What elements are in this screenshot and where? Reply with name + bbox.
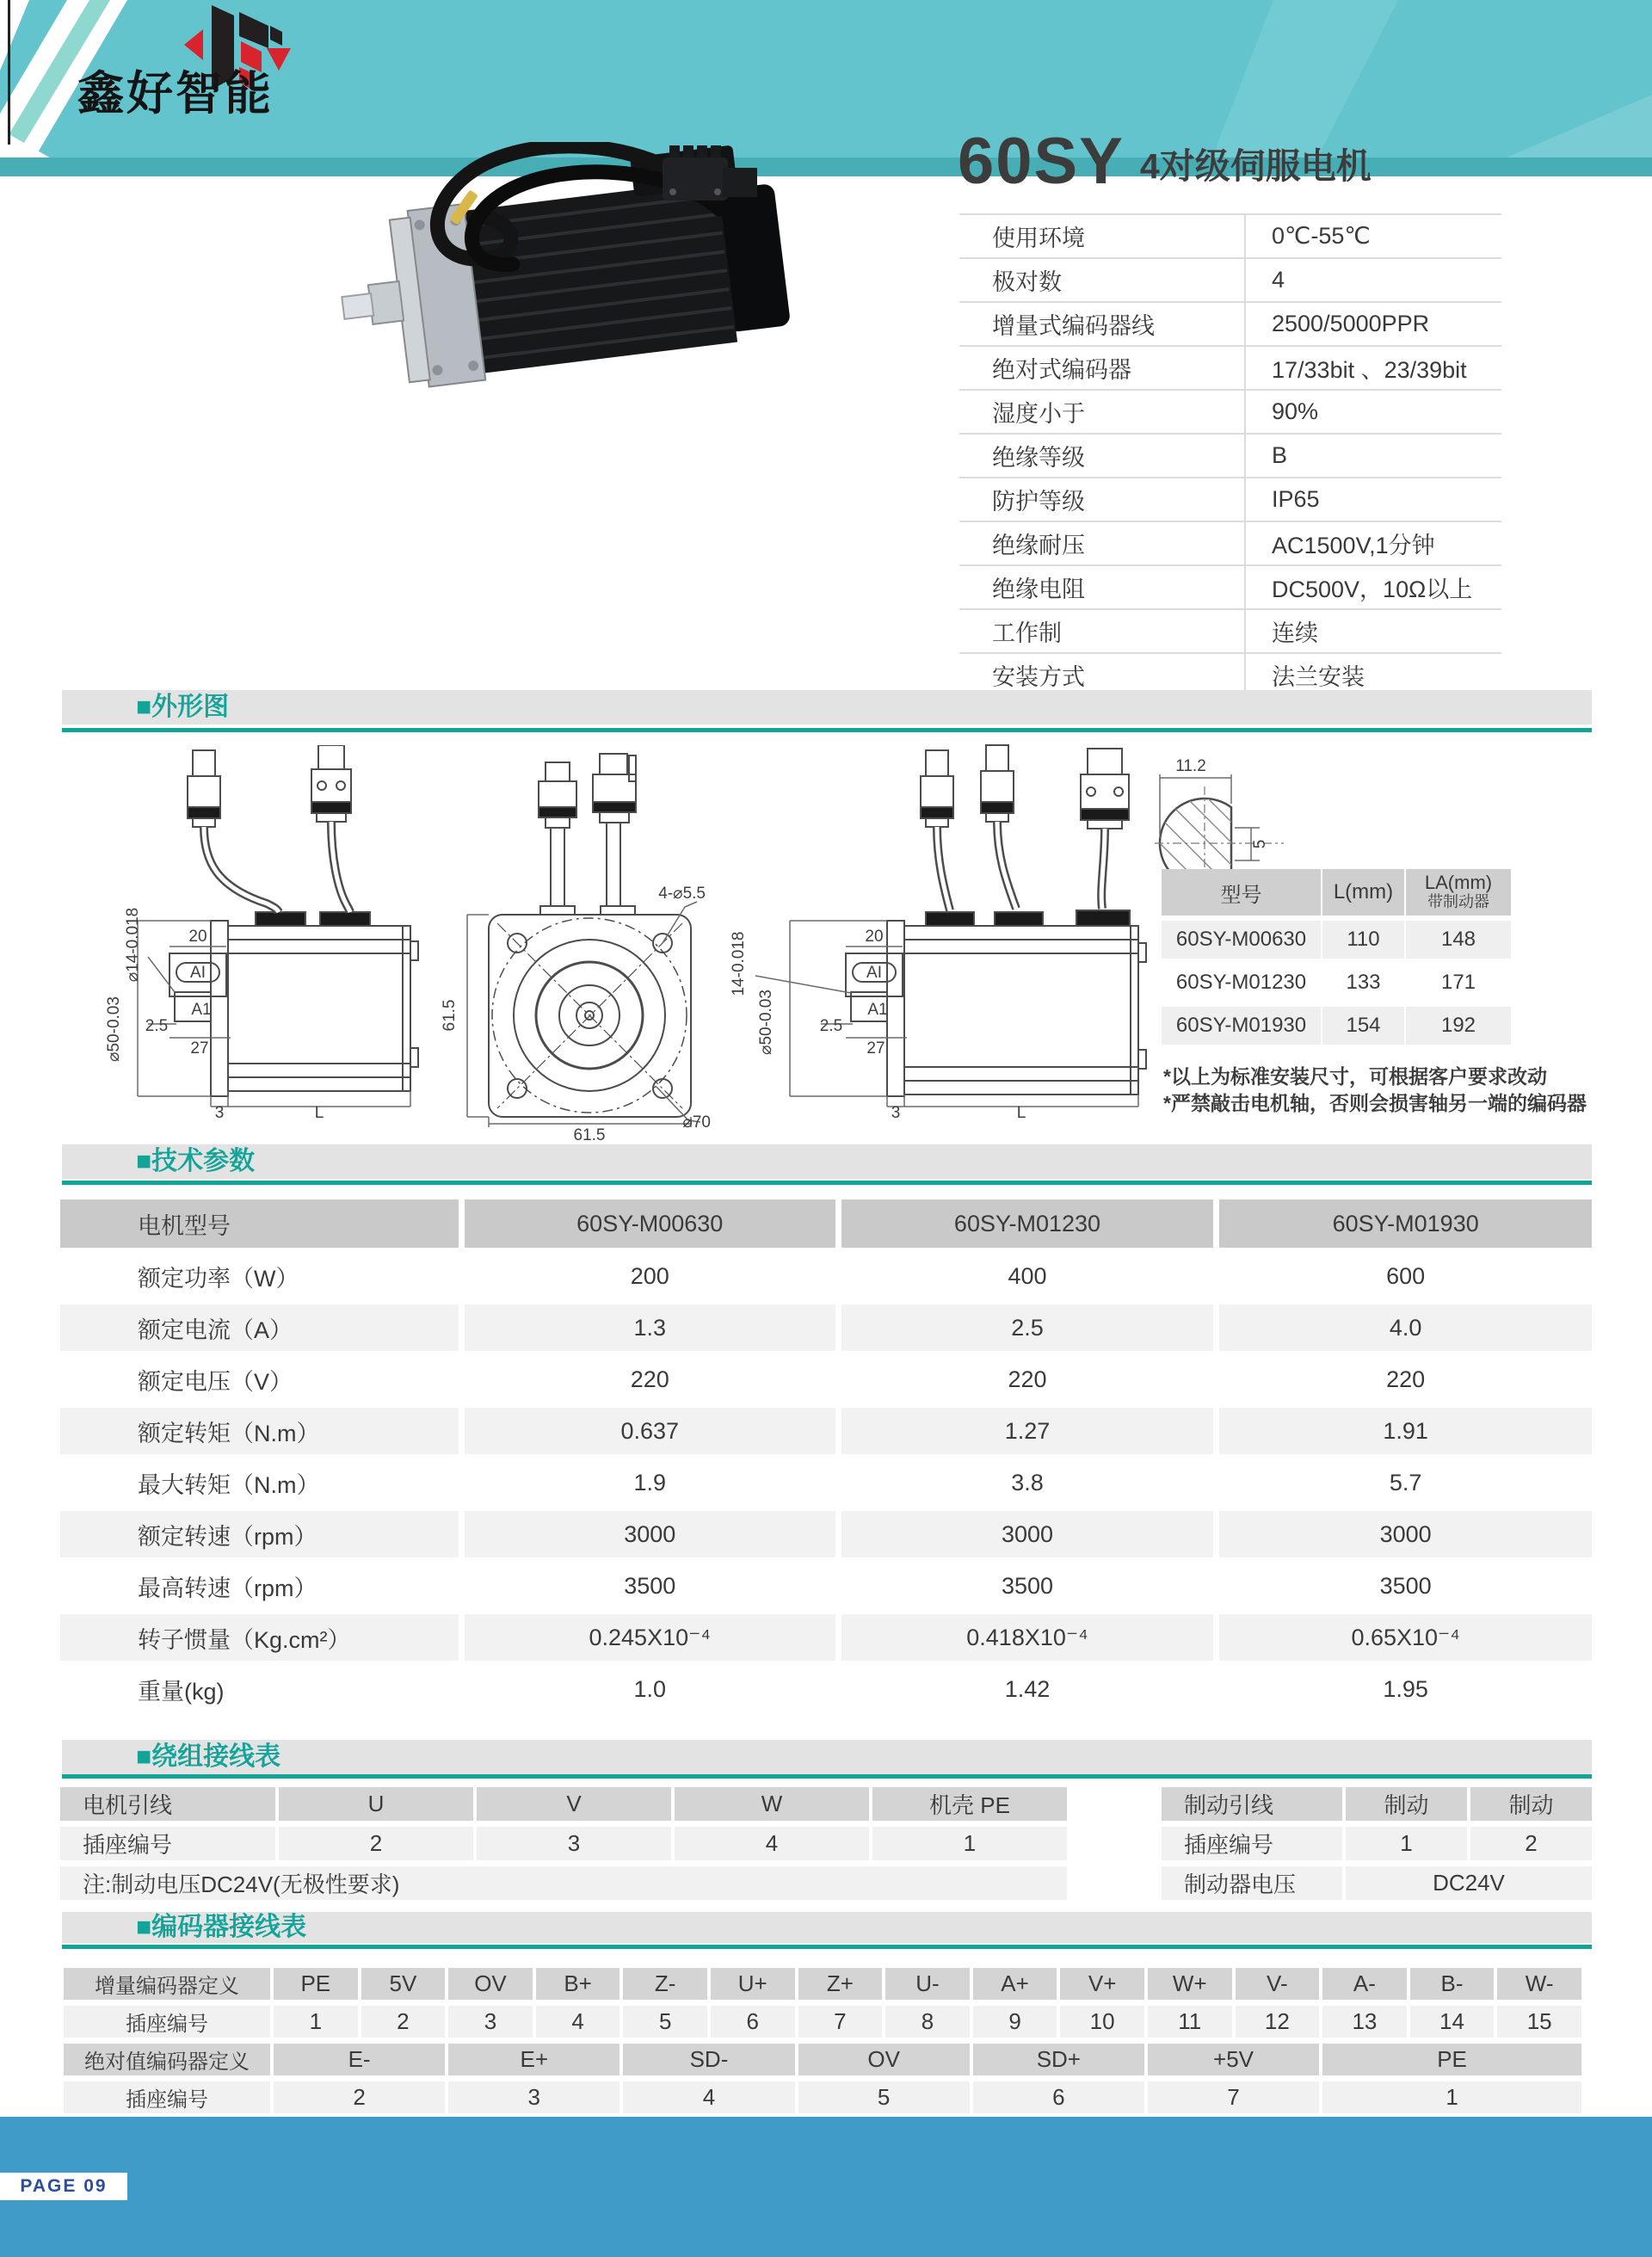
table-row: 工作制 连续 bbox=[959, 609, 1501, 653]
section-title: ■编码器接线表 bbox=[136, 1913, 307, 1941]
table-header-row: 绝对值编码器定义 E- E+ SD- OV SD+ +5V PE bbox=[64, 2044, 1581, 2075]
table-row: 极对数 4 bbox=[959, 258, 1501, 302]
dim-label: 14-0.018 bbox=[730, 931, 748, 996]
dim-label: 3 bbox=[891, 1104, 901, 1122]
dim-label: A1 bbox=[191, 1001, 212, 1019]
dim-label: 27 bbox=[866, 1039, 885, 1058]
product-title bbox=[958, 125, 1372, 198]
table-row: 湿度小于 90% bbox=[959, 390, 1501, 434]
dim-label: 2.5 bbox=[819, 1017, 843, 1035]
section-bar-encoder bbox=[62, 1912, 1592, 1943]
table-header-row: 型号 L(mm) LA(mm) 带制动器 bbox=[1162, 869, 1511, 916]
dim-label: 2.5 bbox=[145, 1017, 169, 1035]
dim-label: 3 bbox=[214, 1104, 225, 1119]
table-header-row: 电机型号 60SY-M00630 60SY-M01230 60SY-M01930 bbox=[60, 1199, 1592, 1248]
size-table bbox=[1160, 864, 1513, 1050]
section-bar-winding bbox=[62, 1740, 1592, 1774]
table-row: 插座编号 1 2 bbox=[1162, 1827, 1592, 1860]
company-name: 鑫好智能 bbox=[77, 68, 274, 120]
table-row: 绝缘电阻 DC500V，10Ω以上 bbox=[959, 565, 1501, 609]
table-row: 额定转速（rpm） 3000 3000 3000 bbox=[60, 1511, 1592, 1557]
table-header-row: 电机引线 U V W 机壳 PE bbox=[60, 1787, 1067, 1821]
dim-label: 4-⌀5.5 bbox=[658, 885, 706, 903]
winding-table bbox=[60, 1781, 1067, 1906]
dim-label: A1 bbox=[867, 1001, 888, 1019]
dim-label: ⌀50-0.03 bbox=[105, 996, 123, 1062]
table-row: 最高转速（rpm） 3500 3500 3500 bbox=[60, 1563, 1592, 1609]
table-row: 转子惯量（Kg.cm²） 0.245X10⁻⁴ 0.418X10⁻⁴ 0.65X10⁻⁴ bbox=[60, 1614, 1592, 1661]
table-row: 制动器电压 DC24V bbox=[1162, 1866, 1592, 1900]
product-photo bbox=[241, 142, 873, 413]
table-row: 额定功率（W） 200 400 600 bbox=[60, 1253, 1592, 1299]
section-title: ■外形图 bbox=[136, 693, 230, 721]
table-row: 额定电压（V） 220 220 220 bbox=[60, 1356, 1592, 1403]
dim-label: 20 bbox=[188, 928, 207, 946]
outline-drawing-side bbox=[62, 745, 432, 1119]
dim-label: 20 bbox=[865, 928, 884, 946]
page-number: PAGE 09 bbox=[0, 2173, 127, 2200]
table-header-row: 增量编码器定义 PE 5V OV B+ Z- U+ Z+ U- A+ V+ W+ V- A- B- W- bbox=[64, 1968, 1581, 2000]
dim-label: 61.5 bbox=[441, 999, 459, 1032]
section-bar-outline bbox=[62, 690, 1592, 725]
section-rule bbox=[62, 1945, 1592, 1949]
table-header-row: 制动引线 制动 制动 bbox=[1162, 1787, 1592, 1821]
note-line: *严禁敲击电机轴，否则会损害轴另一端的编码器 bbox=[1163, 1092, 1587, 1114]
series-subtitle: 4对级伺服电机 bbox=[1139, 146, 1372, 186]
outline-drawing-front bbox=[437, 738, 721, 1143]
page-footer bbox=[0, 2117, 1652, 2257]
dim-label: L bbox=[314, 1104, 324, 1119]
table-row: 重量(kg) 1.0 1.42 1.95 bbox=[60, 1666, 1592, 1712]
dim-label: 27 bbox=[190, 1039, 209, 1058]
dim-label: 61.5 bbox=[573, 1126, 606, 1143]
section-rule bbox=[62, 728, 1592, 732]
table-row: 插座编号 1 2 3 4 5 6 7 8 9 10 11 12 13 14 15 bbox=[64, 2006, 1581, 2038]
table-row: 60SY-M00630 110 148 bbox=[1162, 921, 1511, 959]
table-note-row: 注:制动电压DC24V(无极性要求) bbox=[60, 1866, 1067, 1900]
dim-label: ⌀50-0.03 bbox=[757, 990, 775, 1055]
table-row: 60SY-M01230 133 171 bbox=[1162, 964, 1511, 1002]
section-title: ■绕组接线表 bbox=[136, 1742, 281, 1771]
section-bar-tech bbox=[62, 1144, 1592, 1179]
page-edge-artifact bbox=[8, 0, 10, 145]
table-row: 额定转矩（N.m） 0.637 1.27 1.91 bbox=[60, 1408, 1592, 1454]
table-row: 60SY-M01930 154 192 bbox=[1162, 1007, 1511, 1045]
table-row: 防护等级 IP65 bbox=[959, 478, 1501, 521]
table-row: 插座编号 2 3 4 5 6 7 1 bbox=[64, 2081, 1581, 2113]
section-title: ■技术参数 bbox=[136, 1147, 256, 1175]
series-name: 60SY bbox=[958, 125, 1125, 198]
spec-table bbox=[959, 213, 1501, 698]
table-row: 最大转矩（N.m） 1.9 3.8 5.7 bbox=[60, 1459, 1592, 1506]
table-row: 安装方式 法兰安装 bbox=[959, 653, 1501, 697]
section-rule bbox=[62, 1774, 1592, 1779]
table-row: 插座编号 2 3 4 1 bbox=[60, 1827, 1067, 1860]
dim-label: AI bbox=[866, 964, 882, 982]
table-row: 绝缘耐压 AC1500V,1分钟 bbox=[959, 521, 1501, 565]
encoder-table bbox=[60, 1962, 1585, 2119]
table-row: 绝缘等级 B bbox=[959, 434, 1501, 478]
outline-drawing-side-brake bbox=[711, 738, 1154, 1125]
note-line: *以上为标准安装尺寸，可根据客户要求改动 bbox=[1163, 1065, 1547, 1088]
dim-label: 11.2 bbox=[1175, 757, 1206, 775]
outline-notes bbox=[1163, 1064, 1587, 1117]
section-rule bbox=[62, 1181, 1592, 1185]
dim-label: L bbox=[1016, 1104, 1026, 1122]
dim-label: 5 bbox=[1251, 839, 1269, 849]
table-row: 额定电流（A） 1.3 2.5 4.0 bbox=[60, 1304, 1592, 1351]
dim-label: ⌀14-0.018 bbox=[124, 907, 142, 983]
dim-label: AI bbox=[190, 964, 206, 982]
brake-table bbox=[1162, 1781, 1592, 1906]
table-row: 增量式编码器线 2500/5000PPR bbox=[959, 302, 1501, 346]
dim-label: ⌀70 bbox=[682, 1113, 711, 1132]
tech-table bbox=[60, 1194, 1592, 1717]
table-row: 绝对式编码器 17/33bit 、23/39bit bbox=[959, 346, 1501, 390]
table-row: 使用环境 0℃-55℃ bbox=[959, 214, 1501, 258]
